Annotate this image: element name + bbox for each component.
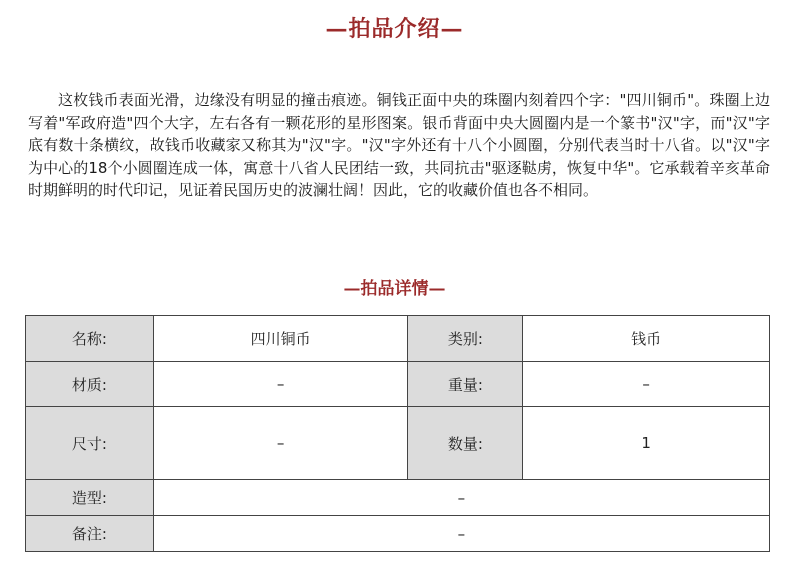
category-value: 钱币 xyxy=(523,316,770,362)
size-label: 尺寸: xyxy=(26,407,154,480)
size-value: – xyxy=(153,407,408,480)
details-table xyxy=(25,315,770,552)
name-value: 四川铜币 xyxy=(153,316,408,362)
note-label: 备注: xyxy=(26,516,154,552)
intro-section-title: —拍品介绍— xyxy=(325,16,464,42)
table-row xyxy=(26,480,770,516)
material-label: 材质: xyxy=(26,362,154,407)
table-row xyxy=(26,316,770,362)
quantity-value: 1 xyxy=(523,407,770,480)
intro-paragraph: 这枚钱币表面光滑，边缘没有明显的撞击痕迹。铜钱正面中央的珠圈内刻着四个字："四川铜币"。珠圈上边写着"军政府造"四个大字，左右各有一颗花形的星形图案。银币背面中央大圆圈内是一个篆书"汉"字，而"汉"字底有数十条横纹，故钱币收藏家又称其为"汉"字。"汉"字外还有十八个小圆圈，分别代表当时十八省。以"汉"字为中心的18个小圆圈连成一体，寓意十八省人民团结一致，共同抗击"驱逐鞑虏，恢复中华"。它承载着辛亥革命时期鲜明的时代印记，见证着民国历史的波澜壮阔！因此，它的收藏价值也各不相同。 xyxy=(28,91,770,199)
name-label: 名称: xyxy=(26,316,154,362)
details-section-title: —拍品详情— xyxy=(343,279,446,299)
shape-value: – xyxy=(153,480,769,516)
weight-value: – xyxy=(523,362,770,407)
table-row xyxy=(26,407,770,480)
table-row xyxy=(26,362,770,407)
weight-label: 重量: xyxy=(408,362,523,407)
table-row xyxy=(26,516,770,552)
note-value: – xyxy=(153,516,769,552)
shape-label: 造型: xyxy=(26,480,154,516)
quantity-label: 数量: xyxy=(408,407,523,480)
material-value: – xyxy=(153,362,408,407)
category-label: 类别: xyxy=(408,316,523,362)
